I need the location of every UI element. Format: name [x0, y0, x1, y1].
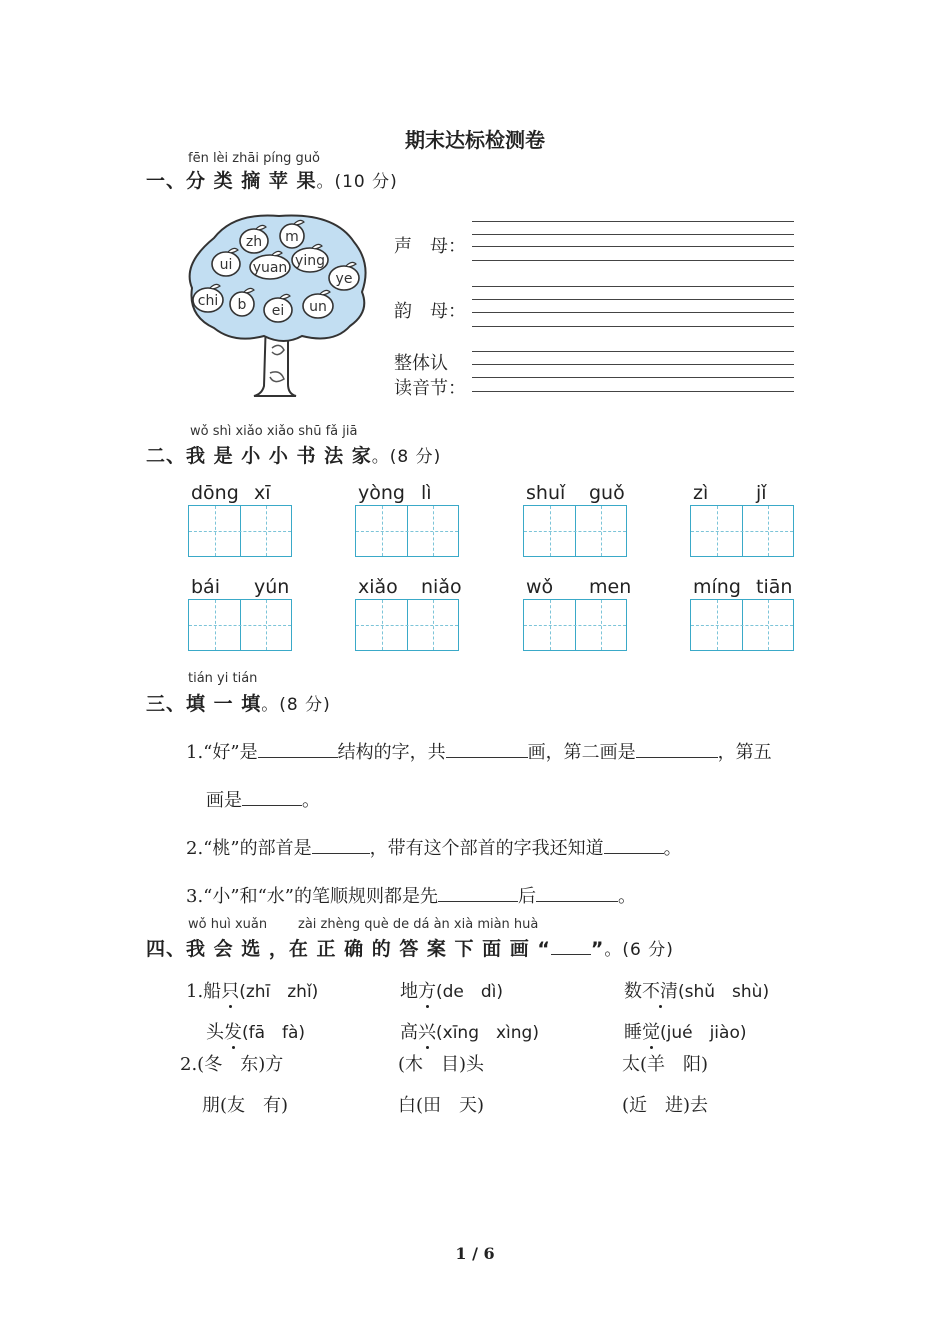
exam-title: 期末达标检测卷 [405, 128, 545, 152]
answer-line[interactable] [472, 286, 794, 287]
apple-tree-illustration [184, 208, 374, 398]
section2-heading [146, 441, 441, 468]
section4-quote-end: ” [590, 938, 605, 960]
section1-score: 。(10 分) [316, 172, 398, 192]
choice-item: 地方(de dì) [400, 981, 504, 1002]
character-choice[interactable]: 白(田 天) [398, 1095, 485, 1116]
q3-text: 后 [517, 886, 536, 907]
q2-text: 。 [663, 838, 682, 859]
section3-score: 。(8 分) [261, 695, 331, 715]
pinyin-choice[interactable]: (jué jiào) [660, 1023, 747, 1043]
pinyin-choice[interactable]: (de dì) [436, 982, 504, 1002]
question-3-1-cont [206, 786, 320, 812]
writing-grid[interactable] [523, 505, 627, 557]
choice-item: 头发(fā fà) [206, 1022, 306, 1043]
grid-pinyin: dōng [191, 482, 239, 504]
pinyin-choice[interactable]: (fā fà) [242, 1023, 306, 1043]
q1-text: ，第五 [717, 742, 772, 763]
grid-pinyin: shuǐ [526, 482, 566, 504]
q2-text: ，带有这个部首的字我还知道 [369, 838, 604, 859]
svg-text:zh: zh [245, 234, 263, 250]
fill-blank[interactable] [446, 739, 528, 758]
section4-heading [146, 934, 674, 961]
q3-text: 。 [617, 886, 636, 907]
writing-grid[interactable] [690, 599, 794, 651]
pinyin-choice[interactable]: (xīng xìng) [436, 1023, 539, 1043]
svg-text:m: m [285, 229, 299, 245]
fill-blank[interactable] [242, 787, 302, 806]
answer-line[interactable] [472, 246, 794, 247]
answer-line[interactable] [472, 377, 794, 378]
choice-item: 高兴(xīng xìng) [400, 1022, 539, 1043]
writing-grid[interactable] [355, 505, 459, 557]
q3-text: 3.“小”和“水”的笔顺规则都是先 [186, 886, 438, 907]
answer-line[interactable] [472, 234, 794, 235]
svg-text:yuan: yuan [252, 260, 288, 276]
svg-text:ei: ei [271, 303, 285, 319]
answer-line[interactable] [472, 299, 794, 300]
fill-blank[interactable] [438, 883, 518, 902]
writing-grid[interactable] [690, 505, 794, 557]
character-choice[interactable]: (近 进)去 [622, 1095, 709, 1116]
section3-num: 三、 [146, 693, 187, 715]
q1-text: 。 [302, 790, 320, 811]
pinyin-choice[interactable]: (shǔ shù) [678, 982, 770, 1002]
svg-text:b: b [237, 297, 247, 313]
grid-pinyin: niǎo [421, 576, 462, 598]
label-initials: 声 母： [394, 236, 466, 257]
section4-score: 。(6 分) [604, 940, 674, 960]
section4-pinyin-1: wǒ huì xuǎn [188, 917, 268, 932]
fill-blank[interactable] [536, 883, 618, 902]
character-choice[interactable]: 太(羊 阳) [622, 1054, 709, 1075]
answer-line[interactable] [472, 221, 794, 222]
section4-num: 四、 [146, 938, 187, 960]
character-choice[interactable]: (木 目)头 [398, 1054, 485, 1075]
question-3-2 [186, 834, 682, 860]
grid-pinyin: xī [254, 482, 271, 504]
q1-text: 画，第二画是 [527, 742, 636, 763]
character-choice[interactable]: 朋(友 有) [202, 1095, 289, 1116]
choice-item: 1.船只(zhī zhǐ) [186, 981, 319, 1002]
grid-pinyin: xiǎo [358, 576, 398, 598]
page-number: 1 / 6 [455, 1244, 495, 1263]
grid-pinyin: lì [421, 482, 432, 504]
grid-pinyin: bái [191, 576, 220, 598]
answer-line[interactable] [472, 391, 794, 392]
fill-blank[interactable] [312, 835, 370, 854]
writing-grid[interactable] [188, 599, 292, 651]
q2-text: 2.“桃”的部首是 [186, 838, 312, 859]
svg-text:ui: ui [219, 257, 233, 273]
grid-pinyin: zì [693, 482, 709, 504]
grid-pinyin: yòng [358, 482, 405, 504]
answer-line[interactable] [472, 260, 794, 261]
question-3-1 [186, 738, 772, 764]
section3-pinyin: tián yi tián [188, 671, 258, 686]
fill-blank[interactable] [636, 739, 718, 758]
label-whole-syllables-1: 整体认 [394, 353, 448, 374]
underline-sample [551, 942, 591, 955]
grid-pinyin: jǐ [756, 482, 767, 504]
pinyin-choice[interactable]: (zhī zhǐ) [239, 982, 319, 1002]
fill-blank[interactable] [604, 835, 664, 854]
section1-text: 分 类 摘 苹 果 [186, 170, 317, 192]
writing-grid[interactable] [188, 505, 292, 557]
answer-line[interactable] [472, 312, 794, 313]
question-3-3 [186, 882, 636, 908]
answer-line[interactable] [472, 326, 794, 327]
section2-pinyin: wǒ shì xiǎo xiǎo shū fǎ jiā [190, 424, 358, 439]
writing-grid[interactable] [523, 599, 627, 651]
label-finals: 韵 母： [394, 301, 466, 322]
section2-num: 二、 [146, 445, 187, 467]
section4-text: 我 会 选 ，在 正 确 的 答 案 下 面 画 “ [186, 938, 551, 960]
section2-score: 。(8 分) [371, 447, 442, 467]
section1-pinyin: fēn lèi zhāi píng guǒ [188, 151, 321, 166]
section1-num: 一、 [146, 170, 187, 192]
section4-pinyin-2: zài zhèng què de dá àn xià miàn huà [298, 917, 539, 932]
grid-pinyin: tiān [756, 576, 793, 598]
grid-pinyin: men [589, 576, 632, 598]
fill-blank[interactable] [258, 739, 338, 758]
answer-line[interactable] [472, 364, 794, 365]
svg-text:ye: ye [335, 271, 353, 287]
character-choice[interactable]: 2.(冬 东)方 [180, 1054, 284, 1075]
grid-pinyin: yún [254, 576, 290, 598]
grid-pinyin: míng [693, 576, 741, 598]
grid-pinyin: wǒ [526, 576, 554, 598]
svg-text:un: un [309, 299, 327, 315]
section3-text: 填 一 填 [186, 693, 262, 715]
answer-line[interactable] [472, 351, 794, 352]
writing-grid[interactable] [355, 599, 459, 651]
label-whole-syllables-2: 读音节： [394, 378, 466, 399]
choice-item: 睡觉(jué jiào) [624, 1022, 747, 1043]
section1-heading [146, 166, 398, 193]
q1-text: 结构的字，共 [337, 742, 446, 763]
grid-pinyin: guǒ [589, 482, 625, 504]
svg-text:chi: chi [197, 293, 219, 309]
svg-text:ying: ying [295, 253, 325, 269]
section3-heading [146, 689, 331, 716]
section2-text: 我 是 小 小 书 法 家 [186, 445, 372, 467]
q1-text: 画是 [206, 790, 242, 811]
q1-text: 1.“好”是 [186, 742, 258, 763]
choice-item: 数不清(shǔ shù) [624, 981, 770, 1002]
